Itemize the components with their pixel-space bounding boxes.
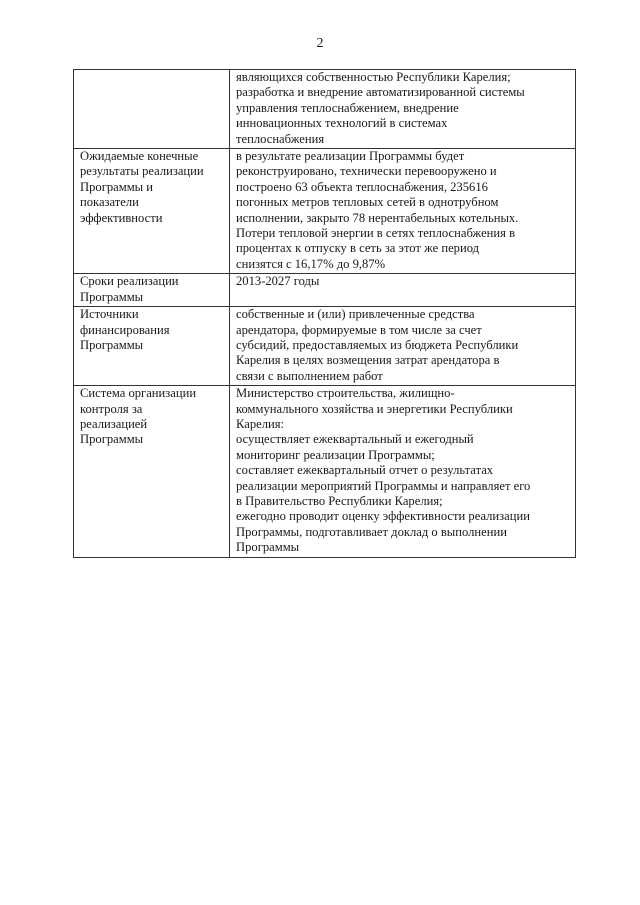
label-line: Сроки реализации [80,274,179,289]
label-line: результаты реализации [80,164,204,179]
text-line: Программы, подготавливает доклад о выполнении [236,524,507,539]
label-line: финансирования [80,322,170,337]
row-value-cell [230,274,576,307]
row-label-cell [74,386,230,557]
text-line: погонных метров тепловых сетей в однотрубном [236,195,499,210]
text-line: в Правительство Республики Карелия; [236,493,443,508]
text-line: являющихся собственностью Республики Карелия; [236,70,511,84]
text-line: инновационных технологий в системах [236,116,448,131]
text-line: исполнении, закрыто 78 нерентабельных котельных. [236,210,519,225]
text-line: снизятся с 16,17% до 9,87% [236,256,386,271]
row-value-cell [230,307,576,386]
program-passport-table [73,69,576,558]
text-line: осуществляет ежеквартальный и ежегодный [236,432,474,447]
row-label-cell [74,149,230,274]
text-line: управления теплоснабжением, внедрение [236,100,459,115]
label-line: Программы [80,337,144,352]
text-line: собственные и (или) привлеченные средства [236,307,475,322]
label-line: контроля за [80,401,143,416]
text-line: реконструировано, технически перевооружено и [236,164,497,179]
row-value-cell [230,70,576,149]
label-line: реализацией [80,416,148,431]
row-label-cell [74,274,230,307]
text-line: Программы [236,540,300,555]
row-value-cell [230,149,576,274]
row-label-cell [74,70,230,149]
text-line: построено 63 объекта теплоснабжения, 235616 [236,179,488,194]
text-line: мониторинг реализации Программы; [236,447,435,462]
text-line: Карелия в целях возмещения затрат арендатора в [236,353,500,368]
label-line: Программы [80,432,144,447]
text-line: составляет ежеквартальный отчет о результатах [236,463,494,478]
text-line: 2013-2027 годы [236,274,320,289]
table-row [74,274,576,307]
text-line: ежегодно проводит оценку эффективности реализации [236,509,530,524]
text-line: связи с выполнением работ [236,368,383,383]
text-line: Карелия: [236,416,285,431]
label-line: Система организации [80,386,197,401]
text-line: коммунального хозяйства и энергетики Республики [236,401,513,416]
text-line: Потери тепловой энергии в сетях теплоснабжения в [236,226,516,241]
row-value-cell [230,386,576,557]
text-line: реализации мероприятий Программы и направляет его [236,478,531,493]
text-line: в результате реализации Программы будет [236,149,465,164]
label-line: Источники [80,307,139,322]
label-line: Программы и [80,179,154,194]
text-line: процентах к отпуску в сеть за этот же период [236,241,480,256]
text-line: теплоснабжения [236,131,325,146]
table-row [74,386,576,557]
text-line: субсидий, предоставляемых из бюджета Республики [236,337,519,352]
text-line: Министерство строительства, жилищно- [236,386,455,401]
label-line: эффективности [80,210,163,225]
text-line: арендатора, формируемые в том числе за счет [236,322,482,337]
table-row [74,307,576,386]
label-line: Ожидаемые конечные [80,149,199,164]
page-number: 2 [316,36,324,51]
label-line: Программы [80,289,144,304]
table-row [74,149,576,274]
table-row [74,70,576,149]
row-label-cell [74,307,230,386]
text-line: разработка и внедрение автоматизированной системы [236,85,525,100]
label-line: показатели [80,195,139,210]
